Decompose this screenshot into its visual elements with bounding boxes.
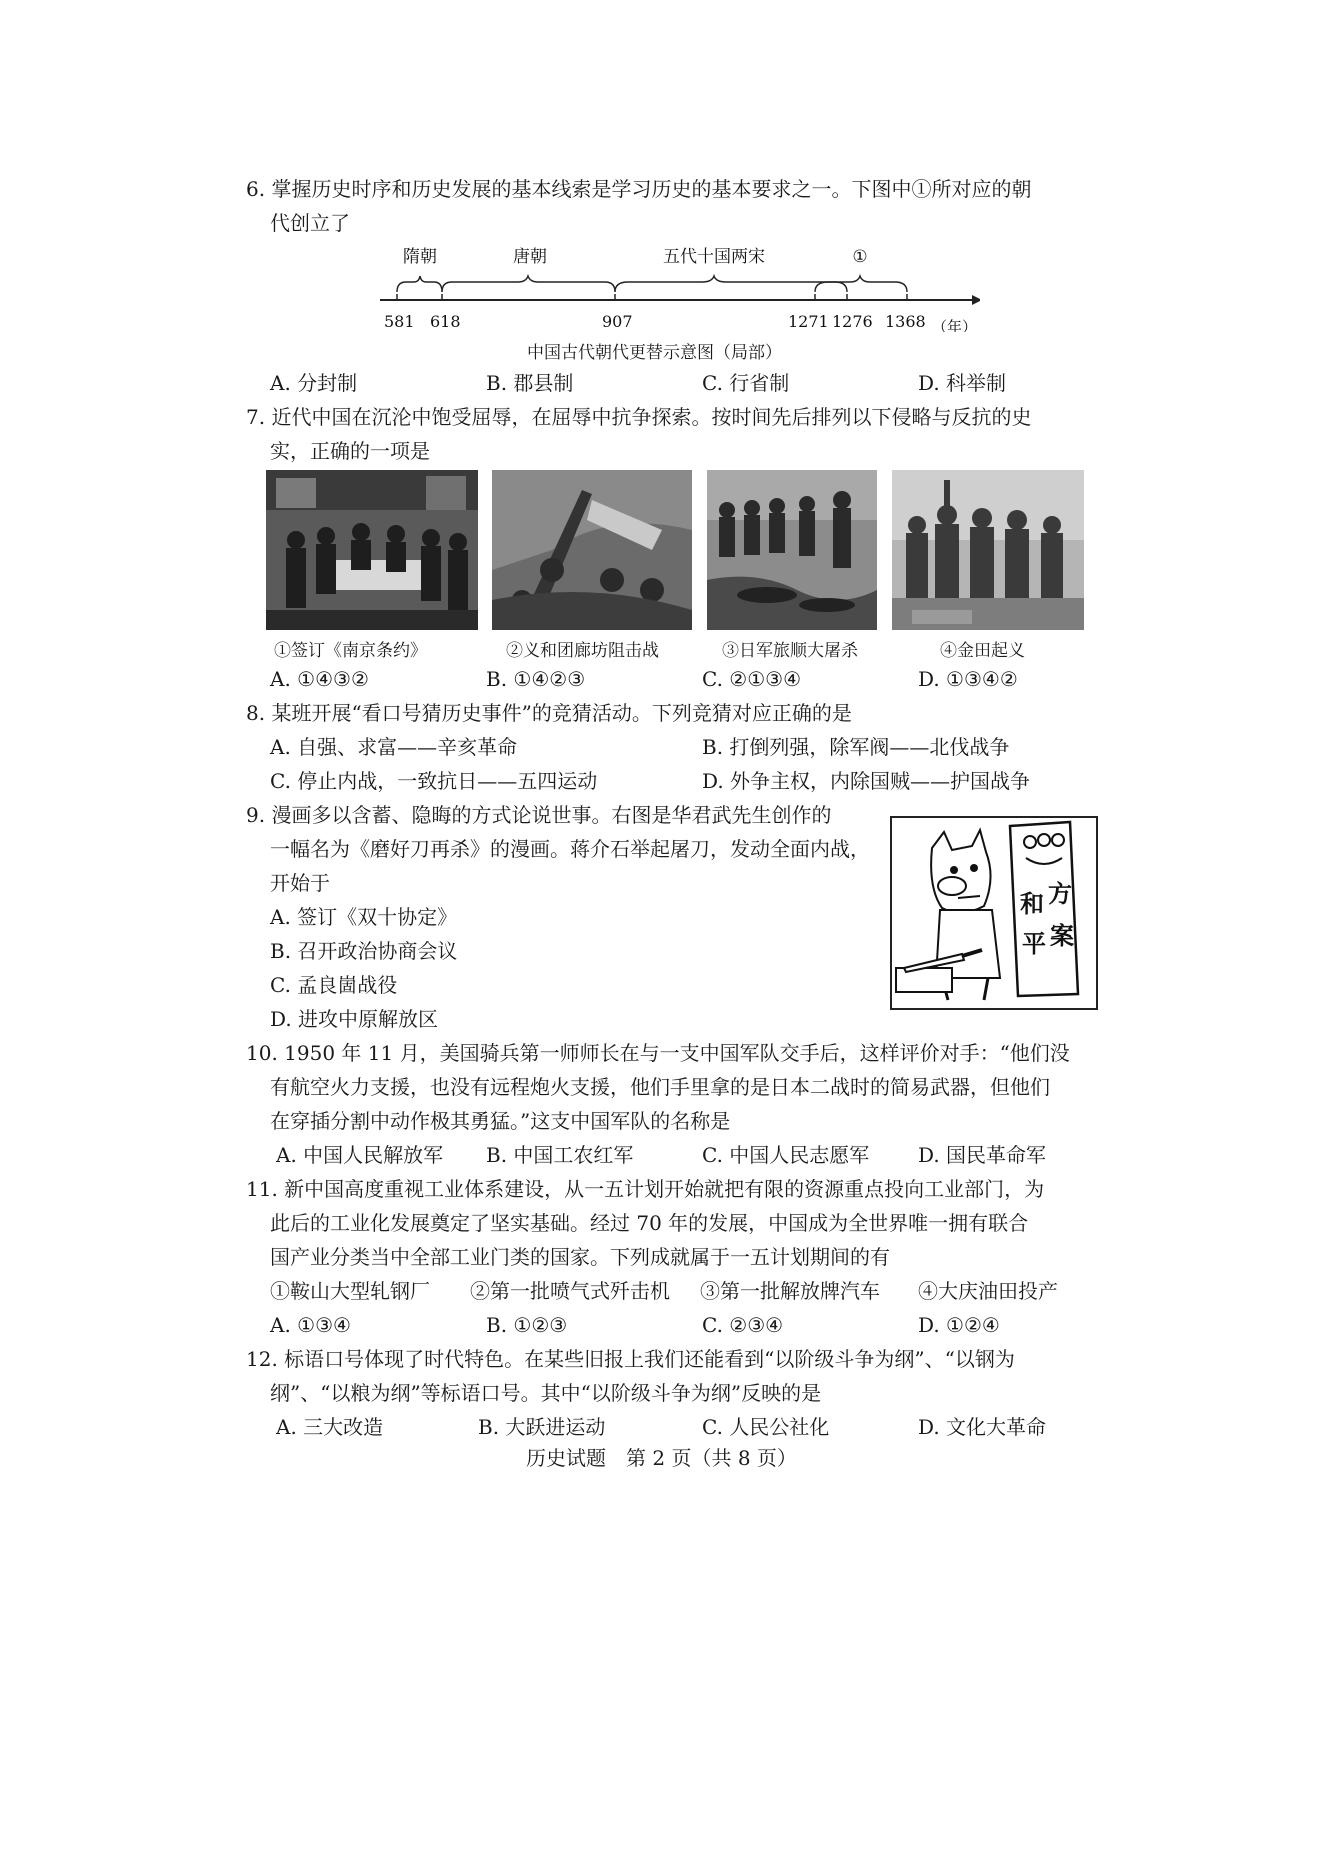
tick-907: 907 — [602, 312, 633, 331]
q12-option-d[interactable]: D. 文化大革命 — [918, 1415, 1047, 1439]
photo-lushun-massacre — [707, 470, 877, 630]
cartoon-char-an: 案 — [1050, 921, 1074, 950]
q11-item-3: ③第一批解放牌汽车 — [700, 1279, 880, 1303]
timeline-caption: 中国古代朝代更替示意图（局部） — [527, 343, 782, 363]
q11-option-b[interactable]: B. ①②③ — [486, 1313, 568, 1337]
q6-option-a[interactable]: A. 分封制 — [270, 371, 358, 395]
brace-song — [615, 276, 847, 292]
question-7 — [246, 400, 1096, 468]
question-12 — [246, 1342, 1096, 1444]
q12-stem-line2: 纲”、“以粮为纲”等标语口号。其中“以阶级斗争为纲”反映的是 — [270, 1381, 822, 1405]
brace-yuan — [815, 276, 907, 292]
label-circle-1: ① — [852, 247, 868, 267]
tick-581: 581 — [384, 312, 415, 331]
q10-option-c[interactable]: C. 中国人民志愿军 — [702, 1143, 870, 1167]
q7-option-a[interactable]: A. ①④③② — [270, 667, 369, 691]
q11-item-4: ④大庆油田投产 — [918, 1279, 1058, 1303]
q11-item-2: ②第一批喷气式歼击机 — [470, 1279, 670, 1303]
q10-stem-line3: 在穿插分割中动作极其勇猛。”这支中国军队的名称是 — [270, 1109, 731, 1133]
tick-1368: 1368 — [885, 312, 926, 331]
q6-option-d[interactable]: D. 科举制 — [918, 371, 1007, 395]
question-11 — [246, 1172, 1096, 1342]
q6-option-b[interactable]: B. 郡县制 — [486, 371, 574, 395]
q10-stem-line1: 10. 1950 年 11 月，美国骑兵第一师师长在与一支中国军队交手后，这样评价对手：“他们没 — [246, 1041, 1070, 1065]
cartoon-sharpen-knife — [890, 816, 1098, 1010]
q9-stem-line3: 开始于 — [270, 871, 330, 895]
q6-stem-line2: 代创立了 — [270, 211, 350, 235]
photo-treaty-of-nanking — [266, 470, 478, 630]
q10-option-d[interactable]: D. 国民革命军 — [918, 1143, 1047, 1167]
q7-caption-2: ②义和团廊坊阻击战 — [506, 641, 659, 661]
q11-option-d[interactable]: D. ①②④ — [918, 1313, 1000, 1337]
label-tang: 唐朝 — [513, 247, 547, 267]
q12-option-c[interactable]: C. 人民公社化 — [702, 1415, 830, 1439]
cartoon-char-ping: 平 — [1022, 929, 1046, 958]
photo-boxer-langfang-battle — [492, 470, 692, 630]
label-five-dynasties-song: 五代十国两宋 — [663, 247, 765, 267]
q8-stem: 8. 某班开展“看口号猜历史事件”的竞猜活动。下列竞猜对应正确的是 — [246, 701, 852, 725]
tick-618: 618 — [430, 312, 461, 331]
q7-option-c[interactable]: C. ②①③④ — [702, 667, 802, 691]
q9-stem-line1: 9. 漫画多以含蓄、隐晦的方式论说世事。右图是华君武先生创作的 — [246, 803, 832, 827]
q8-option-d[interactable]: D. 外争主权，内除国贼——护国战争 — [702, 769, 1031, 793]
brace-sui — [397, 276, 442, 292]
q11-stem-line1: 11. 新中国高度重视工业体系建设，从一五计划开始就把有限的资源重点投向工业部门，为 — [246, 1177, 1045, 1201]
q11-option-c[interactable]: C. ②③④ — [702, 1313, 784, 1337]
tick-1271: 1271 — [788, 312, 829, 331]
q9-option-d[interactable]: D. 进攻中原解放区 — [270, 1007, 439, 1031]
page-footer: 历史试题 第 2 页（共 8 页） — [526, 1446, 797, 1470]
q9-stem-line2: 一幅名为《磨好刀再杀》的漫画。蒋介石举起屠刀，发动全面内战， — [270, 837, 870, 861]
question-9 — [246, 798, 886, 1036]
q7-options — [246, 662, 1096, 696]
q7-stem-line2: 实，正确的一项是 — [270, 439, 430, 463]
q9-option-b[interactable]: B. 召开政治协商会议 — [270, 939, 458, 963]
q7-stem-line1: 7. 近代中国在沉沦中饱受屈辱，在屈辱中抗争探索。按时间先后排列以下侵略与反抗的史 — [246, 405, 1032, 429]
cartoon-char-he: 和 — [1020, 889, 1044, 918]
brace-tang — [442, 276, 615, 292]
q6-option-c[interactable]: C. 行省制 — [702, 371, 790, 395]
q12-option-a[interactable]: A. 三大改造 — [276, 1415, 384, 1439]
q11-item-1: ①鞍山大型轧钢厂 — [270, 1279, 430, 1303]
question-8 — [246, 696, 1096, 798]
q8-option-c[interactable]: C. 停止内战，一致抗日——五四运动 — [270, 769, 598, 793]
q6-stem-line1: 6. 掌握历史时序和历史发展的基本线索是学习历史的基本要求之一。下图中①所对应的朝 — [246, 177, 1032, 201]
q10-stem-line2: 有航空火力支援，也没有远程炮火支援，他们手里拿的是日本二战时的简易武器，但他们 — [270, 1075, 1050, 1099]
q11-stem-line2: 此后的工业化发展奠定了坚实基础。经过 70 年的发展，中国成为全世界唯一拥有联合 — [270, 1211, 1029, 1235]
question-6 — [246, 172, 1096, 240]
q10-option-b[interactable]: B. 中国工农红军 — [486, 1143, 634, 1167]
tick-1276: 1276 — [832, 312, 873, 331]
q6-options — [246, 366, 1096, 400]
photo-jintian-uprising — [892, 470, 1084, 630]
q9-option-c[interactable]: C. 孟良崮战役 — [270, 973, 398, 997]
q8-option-b[interactable]: B. 打倒列强，除军阀——北伐战争 — [702, 735, 1010, 759]
cartoon-char-fang: 方 — [1048, 879, 1072, 908]
q7-option-d[interactable]: D. ①③④② — [918, 667, 1018, 691]
q11-option-a[interactable]: A. ①③④ — [270, 1313, 351, 1337]
q12-stem-line1: 12. 标语口号体现了时代特色。在某些旧报上我们还能看到“以阶级斗争为纲”、“以钢为 — [246, 1347, 1015, 1371]
q7-caption-3: ③日军旅顺大屠杀 — [722, 641, 858, 661]
question-10 — [246, 1036, 1096, 1172]
q7-option-b[interactable]: B. ①④②③ — [486, 667, 586, 691]
q10-option-a[interactable]: A. 中国人民解放军 — [276, 1143, 444, 1167]
q7-caption-1: ①签订《南京条约》 — [274, 641, 427, 661]
q12-option-b[interactable]: B. 大跃进运动 — [478, 1415, 606, 1439]
q8-option-a[interactable]: A. 自强、求富——辛亥革命 — [270, 735, 518, 759]
unit-year: （年） — [932, 318, 978, 332]
q7-caption-4: ④金田起义 — [940, 641, 1025, 661]
label-sui: 隋朝 — [403, 247, 437, 267]
q9-option-a[interactable]: A. 签订《双十协定》 — [270, 905, 458, 929]
q11-stem-line3: 国产业分类当中全部工业门类的国家。下列成就属于一五计划期间的有 — [270, 1245, 890, 1269]
